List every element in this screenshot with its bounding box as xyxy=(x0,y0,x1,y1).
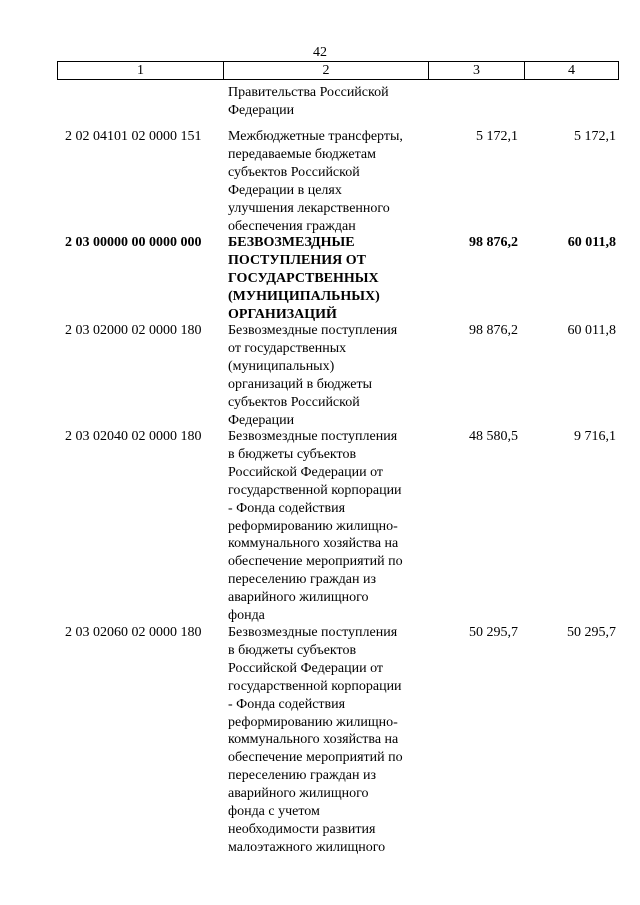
header-col-1: 1 xyxy=(137,63,144,78)
row-name-line: коммунального хозяйства на xyxy=(228,536,399,552)
row-name-line: организаций в бюджеты xyxy=(228,376,372,392)
row-name-line: ПОСТУПЛЕНИЯ ОТ xyxy=(228,252,366,268)
table-header-row xyxy=(57,61,619,80)
table-row xyxy=(57,84,619,128)
row-code: 2 03 02000 02 0000 180 xyxy=(65,323,202,338)
row-name-line: Безвозмездные поступления xyxy=(228,625,398,640)
row-col4-value: 5 172,1 xyxy=(574,129,616,144)
row-name xyxy=(222,234,427,322)
row-name-line: аварийного жилищного xyxy=(228,786,369,802)
row-col3-value: 50 295,7 xyxy=(469,625,518,640)
row-name-line: Федерации xyxy=(228,412,295,428)
table-body xyxy=(57,84,619,854)
row-name-line: ГОСУДАРСТВЕННЫХ xyxy=(228,270,379,286)
row-name-line: государственной корпорации xyxy=(228,678,402,694)
header-col-2: 2 xyxy=(223,62,428,79)
row-name-line: субъектов Российской xyxy=(228,164,360,180)
row-col3-value: 98 876,2 xyxy=(469,235,518,250)
row-col3-value: 5 172,1 xyxy=(476,129,518,144)
row-col4-value: 9 716,1 xyxy=(574,429,616,444)
header-col-3: 3 xyxy=(428,62,524,79)
row-col3-value: 98 876,2 xyxy=(469,323,518,338)
row-name-line: переселению граждан из xyxy=(228,572,376,588)
table-row xyxy=(57,624,619,854)
row-col4-value xyxy=(523,84,617,128)
row-col4-value: 60 011,8 xyxy=(567,235,616,250)
page-number: 42 xyxy=(313,45,327,60)
row-name-line: реформированию жилищно- xyxy=(228,518,398,534)
row-name-line: обеспечение мероприятий по xyxy=(228,750,403,766)
row-name-line: - Фонда содействия xyxy=(228,696,346,712)
row-name-line: фонда xyxy=(228,608,265,624)
row-name-line: улучшения лекарственного xyxy=(228,200,390,216)
row-name-line: государственной корпорации xyxy=(228,482,402,498)
row-name xyxy=(222,624,427,854)
row-name-line: передаваемые бюджетам xyxy=(228,146,376,162)
row-name-line: в бюджеты субъектов xyxy=(228,642,357,658)
table-row xyxy=(57,428,619,624)
row-name-line: (муниципальных) xyxy=(228,358,335,374)
row-name-line: Правительства Российской xyxy=(228,85,389,100)
row-name xyxy=(222,322,427,428)
row-name-line: обеспечения граждан xyxy=(228,218,356,234)
table-row xyxy=(57,128,619,234)
row-code: 2 03 02040 02 0000 180 xyxy=(65,429,202,444)
row-name-line: от государственных xyxy=(228,340,347,356)
row-name-line: в бюджеты субъектов xyxy=(228,446,357,462)
row-code xyxy=(57,84,222,128)
row-col4-value: 60 011,8 xyxy=(567,323,616,338)
row-name-line: Федерации в целях xyxy=(228,182,342,198)
row-name-line: фонда с учетом xyxy=(228,804,320,820)
row-name-line: Безвозмездные поступления xyxy=(228,323,398,338)
header-col-4: 4 xyxy=(524,62,618,79)
row-name-line: Российской Федерации от xyxy=(228,660,384,676)
row-name-line: Межбюджетные трансферты, xyxy=(228,129,403,144)
row-col3-value xyxy=(427,84,523,128)
row-code: 2 03 00000 00 0000 000 xyxy=(65,235,202,250)
row-name-line: обеспечение мероприятий по xyxy=(228,554,403,570)
row-name-line: Федерации xyxy=(228,102,295,118)
table-row xyxy=(57,234,619,322)
row-name-line: реформированию жилищно- xyxy=(228,714,398,730)
row-name-line: малоэтажного жилищного xyxy=(228,839,386,855)
row-name-line: коммунального хозяйства на xyxy=(228,732,399,748)
row-name-line: БЕЗВОЗМЕЗДНЫЕ xyxy=(228,235,355,250)
row-name-line: переселению граждан из xyxy=(228,768,376,784)
row-name-line: ОРГАНИЗАЦИЙ xyxy=(228,306,337,322)
row-code: 2 03 02060 02 0000 180 xyxy=(65,625,202,640)
row-name-line: необходимости развития xyxy=(228,821,376,837)
row-name xyxy=(222,84,427,128)
row-name-line: субъектов Российской xyxy=(228,394,360,410)
row-name xyxy=(222,128,427,234)
row-name-line: - Фонда содействия xyxy=(228,500,346,516)
row-col3-value: 48 580,5 xyxy=(469,429,518,444)
row-name-line: Российской Федерации от xyxy=(228,464,384,480)
row-name-line: Безвозмездные поступления xyxy=(228,429,398,444)
row-col4-value: 50 295,7 xyxy=(567,625,616,640)
row-name-line: (МУНИЦИПАЛЬНЫХ) xyxy=(228,288,380,304)
row-name xyxy=(222,428,427,624)
row-code: 2 02 04101 02 0000 151 xyxy=(65,129,202,144)
table-row xyxy=(57,322,619,428)
row-name-line: аварийного жилищного xyxy=(228,590,369,606)
